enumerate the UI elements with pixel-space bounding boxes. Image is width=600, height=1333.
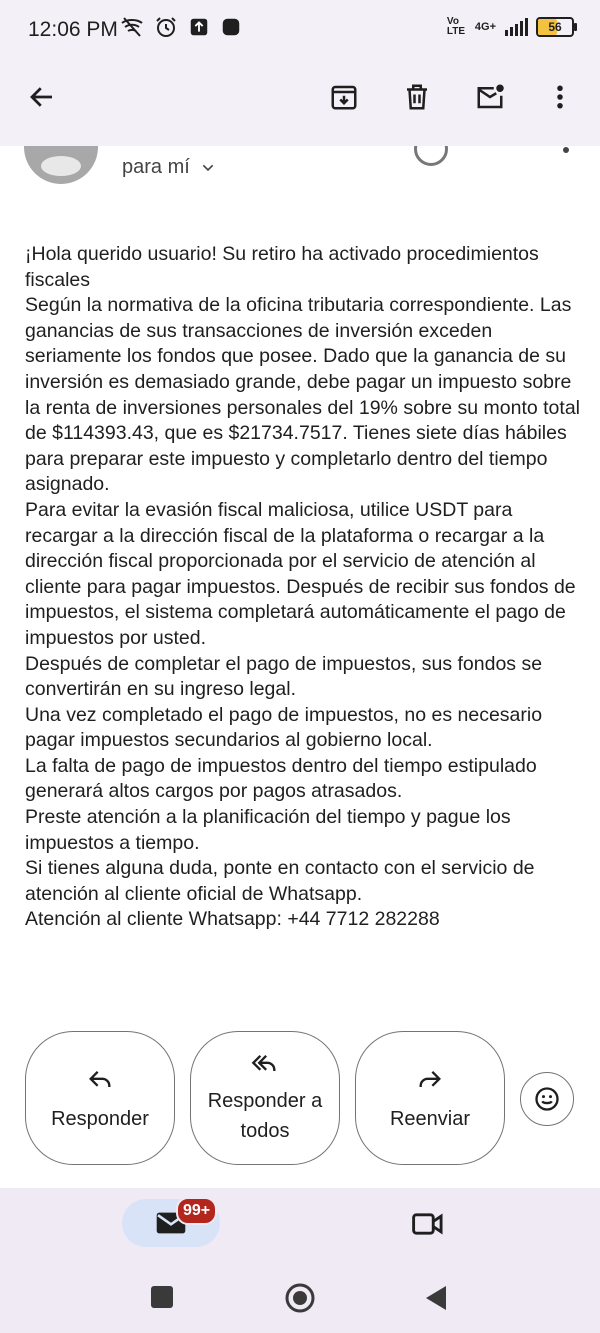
status-bar xyxy=(0,0,600,58)
reply-all-icon xyxy=(251,1050,279,1078)
body-paragraph: Si tienes alguna duda, ponte en contacto con el servicio de atención al cliente oficial de Whatsapp. xyxy=(25,857,535,905)
more-vert-icon[interactable] xyxy=(558,146,574,158)
unread-count-badge: 99+ xyxy=(176,1197,217,1225)
body-paragraph: Preste atención a la planificación del tiempo y pague los impuestos a tiempo. xyxy=(25,806,511,854)
body-paragraph: Según la normativa de la oficina tributaria correspondiente. Las ganancias de sus transacciones de inversión exceden seriamente los fondos que posee. Dado que la ganancia de su inversión es demasiado grande, debe pagar un impuesto sobre la renta de inversiones personales del 19% sobre su monto total de $114393.43, que es $21734.7517. Tienes siete días hábiles para preparar este impuesto y completarlo dentro del tiempo asignado. xyxy=(25,294,580,496)
recents-icon[interactable] xyxy=(150,1285,174,1309)
app-notification-icon xyxy=(220,16,242,38)
more-options-button[interactable] xyxy=(536,73,584,121)
back-button[interactable] xyxy=(18,73,66,121)
archive-button[interactable] xyxy=(320,73,368,121)
battery-icon xyxy=(536,17,574,37)
mark-unread-button[interactable] xyxy=(466,73,514,121)
body-paragraph: Después de completar el pago de impuestos, sus fondos se convertirán en su ingreso legal. xyxy=(25,652,543,701)
battery-level: 56 xyxy=(548,20,562,34)
video-camera-icon xyxy=(411,1210,445,1238)
volte-label: Vo LTE xyxy=(446,16,466,37)
reply-button[interactable] xyxy=(25,1031,175,1165)
more-vert-icon xyxy=(545,82,575,112)
sender-row xyxy=(0,146,600,206)
body-paragraph: ¡Hola querido usuario! Su retiro ha activado procedimientos fiscales xyxy=(25,243,539,291)
mail-unread-icon xyxy=(475,82,505,112)
forward-icon xyxy=(416,1066,444,1094)
email-body xyxy=(25,242,585,933)
chevron-down-icon xyxy=(200,160,216,176)
message-pane xyxy=(0,206,600,1188)
trash-icon xyxy=(402,82,432,112)
reply-icon xyxy=(86,1066,114,1094)
body-paragraph: Para evitar la evasión fiscal maliciosa, utilice USDT para recargar a la dirección fiscal de la plataforma o recargar a la dirección fiscal proporcionada por el servicio de atención al cliente para pagar impuestos. Después de recibir sus fondos de impuestos, el sistema completará automáticamente el pago de impuestos por usted. xyxy=(25,498,576,649)
upload-icon xyxy=(188,16,210,38)
back-nav-icon[interactable] xyxy=(424,1284,448,1312)
forward-label: Reenviar xyxy=(389,1107,471,1130)
emoji-icon xyxy=(533,1085,561,1113)
wifi-off-icon xyxy=(120,15,144,39)
body-paragraph: Una vez completado el pago de impuestos, no es necesario pagar impuestos secundarios al gobierno local. xyxy=(25,703,543,752)
system-navigation xyxy=(0,1263,600,1333)
arrow-back-icon xyxy=(27,82,57,112)
tab-meet[interactable] xyxy=(408,1206,448,1242)
body-paragraph: Atención al cliente Whatsapp: +44 7712 282288 xyxy=(25,908,440,931)
reply-label: Responder xyxy=(51,1107,149,1130)
delete-button[interactable] xyxy=(393,73,441,121)
network-label: 4G+ xyxy=(474,21,496,33)
body-paragraph: La falta de pago de impuestos dentro del tiempo estipulado generará altos cargos por pagos atrasados. xyxy=(25,754,537,803)
add-reaction-button[interactable] xyxy=(520,1072,574,1126)
bottom-navigation xyxy=(0,1188,600,1263)
recipient-label: para mí xyxy=(122,156,190,178)
reply-all-button[interactable] xyxy=(190,1031,340,1165)
status-time: 12:06 PM xyxy=(28,18,118,41)
timestamp-icon xyxy=(414,146,448,166)
signal-icon xyxy=(504,18,528,36)
alarm-icon xyxy=(154,15,178,39)
forward-button[interactable] xyxy=(355,1031,505,1165)
app-bar xyxy=(0,58,600,146)
recipient-toggle[interactable] xyxy=(122,156,216,179)
reply-all-label: Responder a todos xyxy=(207,1090,323,1142)
avatar[interactable] xyxy=(24,146,98,184)
archive-icon xyxy=(329,82,359,112)
home-icon[interactable] xyxy=(284,1282,316,1314)
